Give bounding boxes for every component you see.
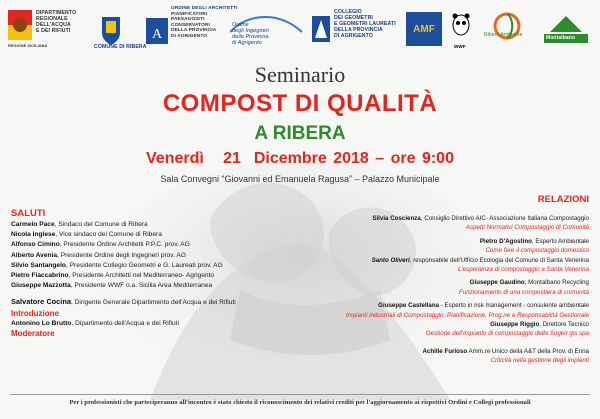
talk-topic: L'esperienza di compostaggio a Santa Venerina [458,266,589,274]
list-item: Pietro D'Agostino, Esperto Ambientale [479,237,589,245]
list-item: Silvia Coscienza, Consiglio Direttivo AIC- Associazione Italiana Compostaggio [372,215,589,222]
svg-text:A: A [151,27,163,42]
montalbano-text: Montalbano [546,35,576,41]
list-item: Carmelo Pace, Sindaco del Comune di Ribera [11,221,148,228]
architetti-logo [146,8,168,52]
relazioni-section [289,194,589,366]
talk-topic: Criticità nella gestione degli impianti [490,357,589,365]
moderatore-heading: Moderatore [11,328,55,338]
list-item: Giuseppe Gaudino, Montalbano Recycling [469,279,589,287]
amf-logo [406,12,442,46]
geometri-logo [310,8,332,52]
sponsor-logos-row [0,0,600,58]
list-item: Santo Oliveri, responsabile dell'Ufficio Ecologia del Comune di Santa Venerina [371,256,589,264]
talk-topic: Aspetti Normativi Compostaggio di Comunità [465,224,589,232]
event-venue: Sala Convegni “Giovanni ed Emanuela Ragusa” – Palazzo Municipale [160,174,440,184]
introduzione-heading: Introduzione [11,308,59,318]
saluti-heading: SALUTI [11,208,46,219]
ribera-ambiente-text: Ribera Ambiente [484,32,523,38]
relazioni-heading: RELAZIONI [537,194,589,205]
list-item: Silvio Santangelo, Presidente Collegio Geometri e G. Laureati prov. AG [11,261,223,269]
wwf-panda-logo [452,12,470,42]
svg-text:AMF: AMF [413,24,435,35]
footer-divider [10,394,590,395]
ingegneri-text: Ordine degli Ingegneri della Provincia di Agrigento [232,22,269,46]
regione-text: DIPARTIMENTO REGIONALE DELL'ACQUA E DEI RIFIUTI [36,10,77,34]
main-title: COMPOST DI QUALITÀ [162,90,438,117]
location-title: A RIBERA [254,123,346,144]
footer-note: Per i professionisti che parteciperanno all'incontro è stato chiesto il riconoscimento dei relativi crediti per l'aggiornamento ai rispettivi Ordini e Collegi professionali [69,399,531,406]
moderatore-person: Antonino Lo Brutto, Dipartimento dell'Acqua e dei Rifiuti [11,319,179,327]
ribera-ambiente-logo [484,8,530,50]
list-item: Pietro Fiaccabrino, Presidente Architetti nel Mediterraneo- Agrigento [11,272,215,280]
list-item: Giuseppe Riggio, Direttore Tecnico [490,321,589,329]
list-item: Alberto Avenia, Presidente Ordine degli Ingegneri prov. AG [11,251,186,259]
list-item: Achille Furioso Amm.re Unico della A&T della Prov. di Enna [422,347,589,355]
list-item: Nicola Inglese, Vice sindaco del Comune di Ribera [11,231,162,239]
comune-text: COMUNE DI RIBERA [94,44,147,50]
list-item: Giuseppe Castellana - Esperto in risk management - consulente ambientale [378,302,589,310]
introduzione-speaker: Salvatore Cocina, Dirigente Generale Dipartimento dell'Acqua e dei Rifiuti [11,297,236,307]
list-item: Giuseppe Mazzotta, Presidente WWF o.a. Sicilia Area Mediterranea [11,282,213,290]
architetti-text: ORDINE DEGLI ARCHITETTI PIANIFICATORI PAESAGGISTI CONSERVATORI DELLA PROVINCIA DI AGRIGENTO [171,6,238,39]
wwf-text: WWF [454,44,466,49]
regione-sub-text: REGIONE SICILIANA [8,44,48,48]
talk-topic: Gestione dell'impianto di compostaggio della Sogeir gis spa [425,330,589,338]
list-item: Alfonso Cimino, Presidente Ordine Architetti P.P.C. prov. AG [11,241,190,249]
seminar-label: Seminario [254,62,346,87]
talk-topic: Impianti industriali di Compostaggio: Pianificazione, Prog.ne e Responsabilità Gestionale [345,311,589,319]
geometri-text: COLLEGIO DEI GEOMETRI E GEOMETRI LAUREATI DELLA PROVINCIA DI AGRIGENTO [334,9,396,39]
talk-topic: Funzionamento di una compostiera di comunità [458,288,589,296]
saluti-section [11,208,311,339]
talk-topic: Come fare il compostaggio domestico [485,247,589,255]
event-date: Venerdì 21 Dicembre 2018 – ore 9:00 [146,150,454,167]
